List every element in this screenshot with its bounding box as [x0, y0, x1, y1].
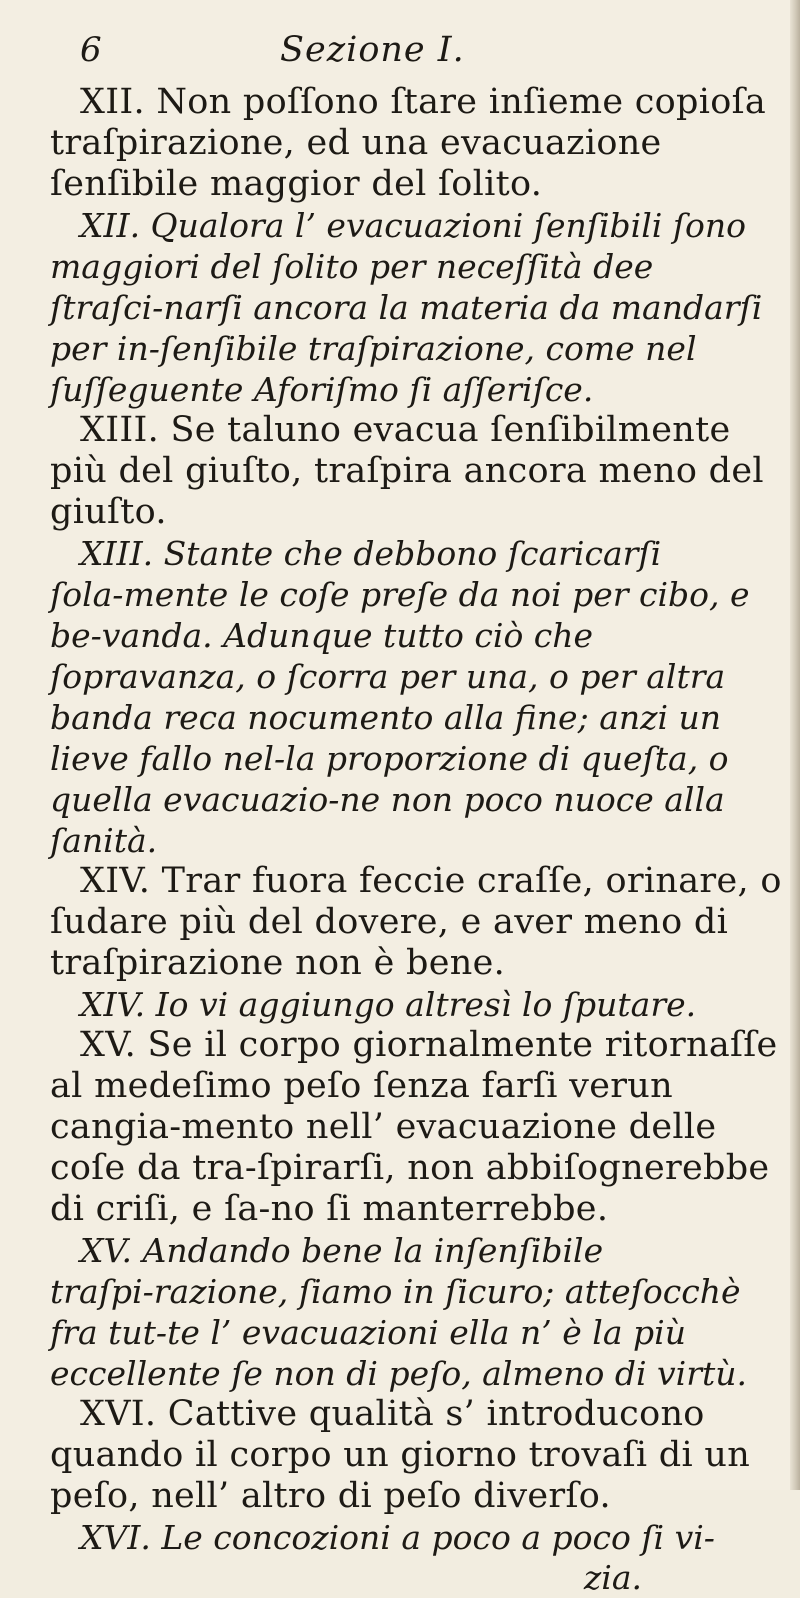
- commentary-paragraph: XIV. Io vi aggiungo altresì lo ſputare.: [80, 985, 697, 1024]
- commentary-paragraph: XII. Qualora l’ evacuazioni ſenſibili ſono maggiori del ſolito per neceſſità dee ſtraſci‑narſi ancora la materia da mandarſi per in‑ſenſibile traſpirazione, come nel ſuſſeguente Aforiſmo ſi aſſeriſce.: [50, 206, 763, 409]
- aphorism-paragraph: XIII. Se taluno evacua ſenſibilmente più del giuſto, traſpira ancora meno del giuſto.: [50, 410, 764, 532]
- aphorism-paragraph: XIV. Trar fuora feccie craſſe, orinare, o ſudare più del dovere, e aver meno di traſpirazione non è bene.: [50, 861, 782, 983]
- commentary-paragraph: XIII. Stante che debbono ſcaricarſi ſola‑mente le coſe preſe da noi per cibo, e be‑vanda. Adunque tutto ciò che ſopravanza, o ſcorra per una, o per altra banda reca nocumento alla fine; anzi un lieve fallo nel‑la proporzione di queſta, o quella evacuazio‑ne non poco nuoce alla ſanità.: [50, 534, 750, 860]
- aphorism-paragraph: XII. Non poſſono ſtare inſieme copioſa traſpirazione, ed una evacuazione ſenſibile maggior del ſolito.: [50, 82, 767, 204]
- aphorism-paragraph: XVI. Cattive qualità s’ introducono quando il corpo un giorno trovaſi di un peſo, nell’ altro di peſo diverſo.: [50, 1394, 751, 1516]
- commentary-paragraph: XVI. Le concozioni a poco a poco ſi vi‑: [80, 1518, 715, 1557]
- running-head: Sezione I.: [280, 30, 465, 70]
- page-number: 6: [80, 30, 102, 70]
- page-header: [50, 30, 782, 80]
- text-body: [50, 82, 782, 1558]
- page-edge: [790, 0, 800, 1490]
- aphorism-paragraph: XV. Se il corpo giornalmente ritornaſſe al medeſimo peſo ſenza farſi verun cangia‑mento nell’ evacuazione delle coſe da tra‑ſpirarſi, non abbiſognerebbe di criſi, e ſa‑no ſi manterrebbe.: [50, 1025, 778, 1229]
- catchword: zia.: [583, 1558, 642, 1597]
- commentary-paragraph: XV. Andando bene la inſenſibile traſpi‑razione, ſiamo in ſicuro; atteſocchè fra tut‑te l’ evacuazioni ella n’ è la più eccellente ſe non di peſo, almeno di virtù.: [50, 1231, 747, 1393]
